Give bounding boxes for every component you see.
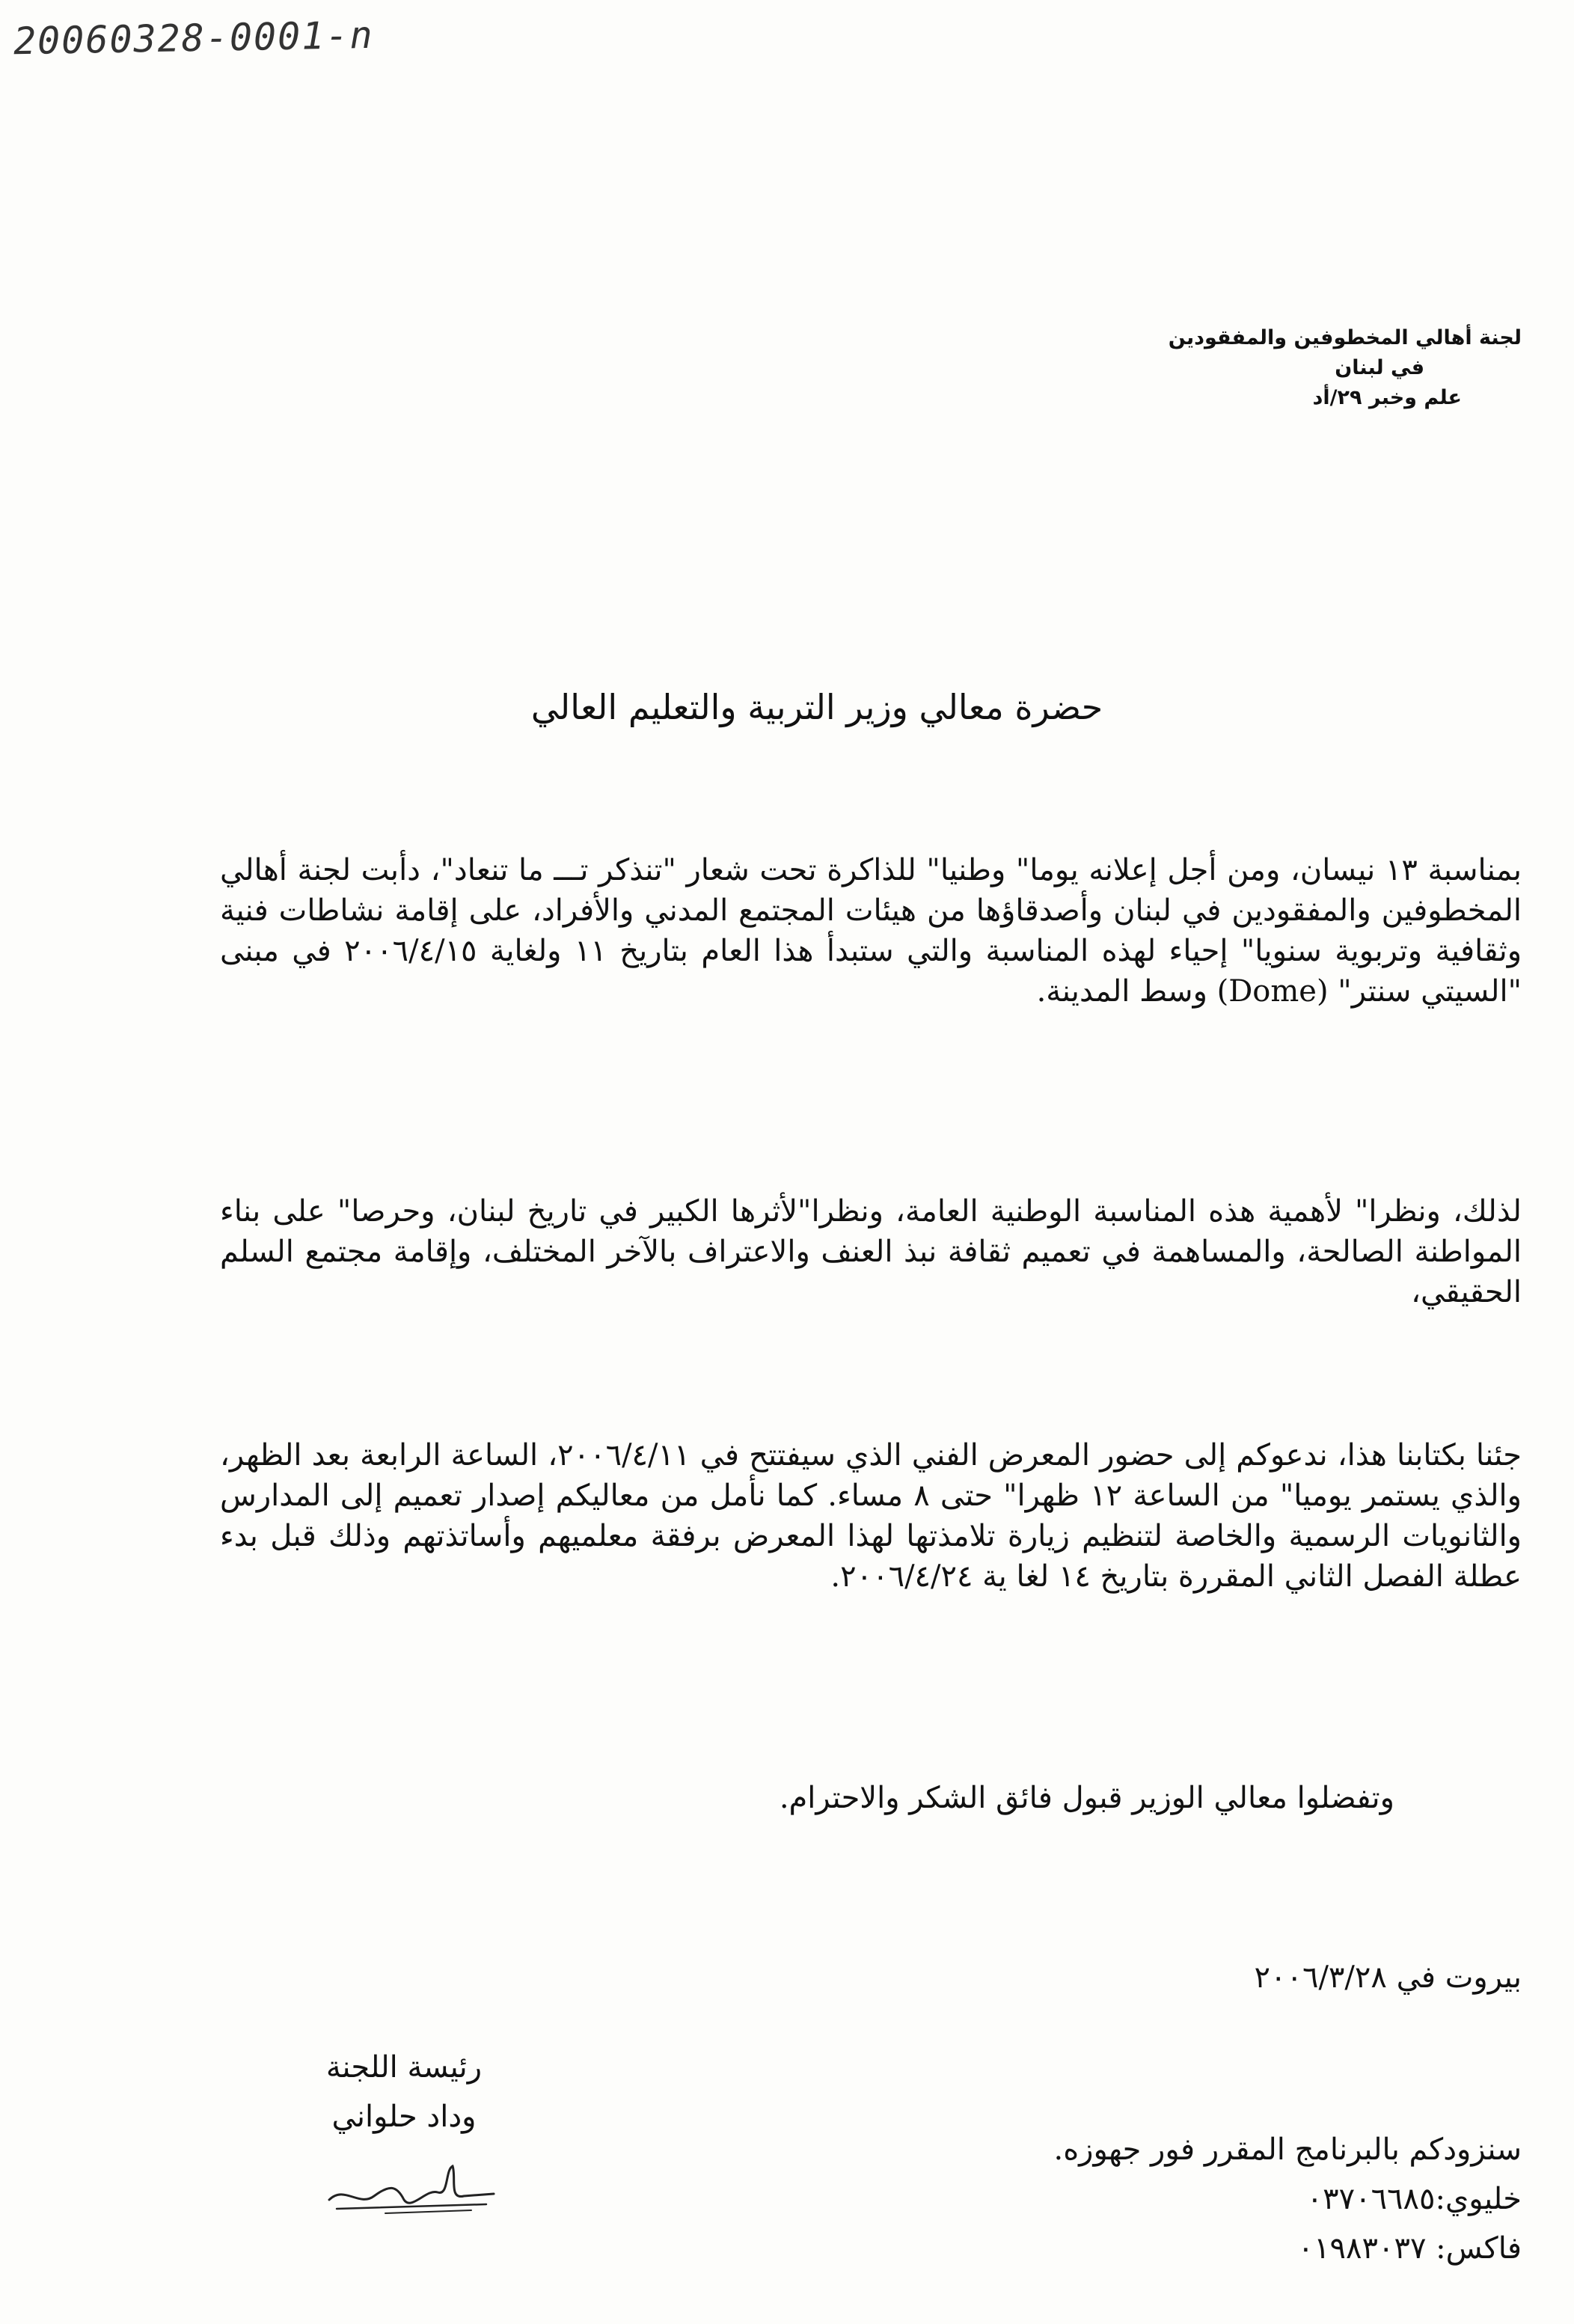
body-paragraph-2: لذلك، ونظرا" لأهمية هذه المناسبة الوطنية العامة، ونظرا"لأثرها الكبير في تاريخ لبنان، وحرصا" على بناء المواطنة الصالحة، والمساهمة في تعميم ثقافة نبذ العنف والاعتراف بالآخر المختلف، وإقامة مجتمع السلم الحقيقي، bbox=[220, 1194, 1522, 1309]
mobile-label: خليوي: bbox=[1435, 2182, 1522, 2216]
footer-contact bbox=[1054, 2125, 1522, 2273]
closing-line: وتفضلوا معالي الوزير قبول فائق الشكر والاحترام. bbox=[779, 1781, 1394, 1815]
body-paragraph-3: جئنا بكتابنا هذا، ندعوكم إلى حضور المعرض الفني الذي سيفتتح في ٢٠٠٦/٤/١١، الساعة الرابعة بعد الظهر، والذي يستمر يوميا" من الساعة ١٢ ظهرا" حتى ٨ مساء. كما نأمل من معاليكم إصدار تعميم إلى المدارس والثانويات الرسمية والخاصة لتنظيم زيارة تلامذتها لهذا المعرض برفقة معلميهم وأساتذتهم وذلك قبل بدء عطلة الفصل الثاني المقررة بتاريخ ١٤ لغا ية ٢٠٠٦/٤/٢٤. bbox=[220, 1438, 1522, 1594]
handwritten-reference-number: 20060328-0001-n bbox=[13, 13, 375, 64]
committee-name: لجنة أهالي المخطوفين والمفقودين bbox=[1168, 326, 1522, 349]
fax-line bbox=[1054, 2224, 1522, 2273]
salutation: حضرة معالي وزير التربية والتعليم العالي bbox=[530, 687, 1103, 727]
committee-location: في لبنان bbox=[1335, 356, 1424, 379]
body-paragraph-1: بمناسبة ١٣ نيسان، ومن أجل إعلانه يوما" وطنيا" للذاكرة تحت شعار "تنذكر تـــ ما تنعاد"، دأبت لجنة أهالي المخطوفين والمفقودين في لبنان وأصدقاؤها من هيئات المجتمع المدني والأفراد، على إقامة نشاطات فنية وثقافية وتربوية سنويا" إحياء لهذه المناسبة والتي ستبدأ هذا العام بتاريخ ١١ ولغاية ٢٠٠٦/٤/١٥ في مبنى "السيتي سنتر" (Dome) وسط المدينة. bbox=[220, 853, 1522, 1009]
signatory-name: وداد حلواني bbox=[331, 2100, 477, 2134]
letterhead bbox=[848, 323, 1522, 413]
fax-label: فاكس: bbox=[1436, 2231, 1522, 2266]
date-line: بيروت في ٢٠٠٦/٣/٢٨ bbox=[1254, 1960, 1522, 1995]
registration-number: علم وخبر ٢٩/أد bbox=[1312, 386, 1462, 409]
signatory-block bbox=[292, 2043, 516, 2141]
handwritten-signature bbox=[314, 2155, 509, 2222]
mobile-line bbox=[1054, 2174, 1522, 2224]
signatory-title: رئيسة اللجنة bbox=[325, 2050, 483, 2085]
program-note: سنزودكم بالبرنامج المقرر فور جهوزه. bbox=[1053, 2132, 1522, 2167]
mobile-number: ٠٣٧٠٦٦٨٥ bbox=[1306, 2182, 1436, 2216]
fax-number: ٠١٩٨٣٠٣٧ bbox=[1297, 2231, 1427, 2266]
